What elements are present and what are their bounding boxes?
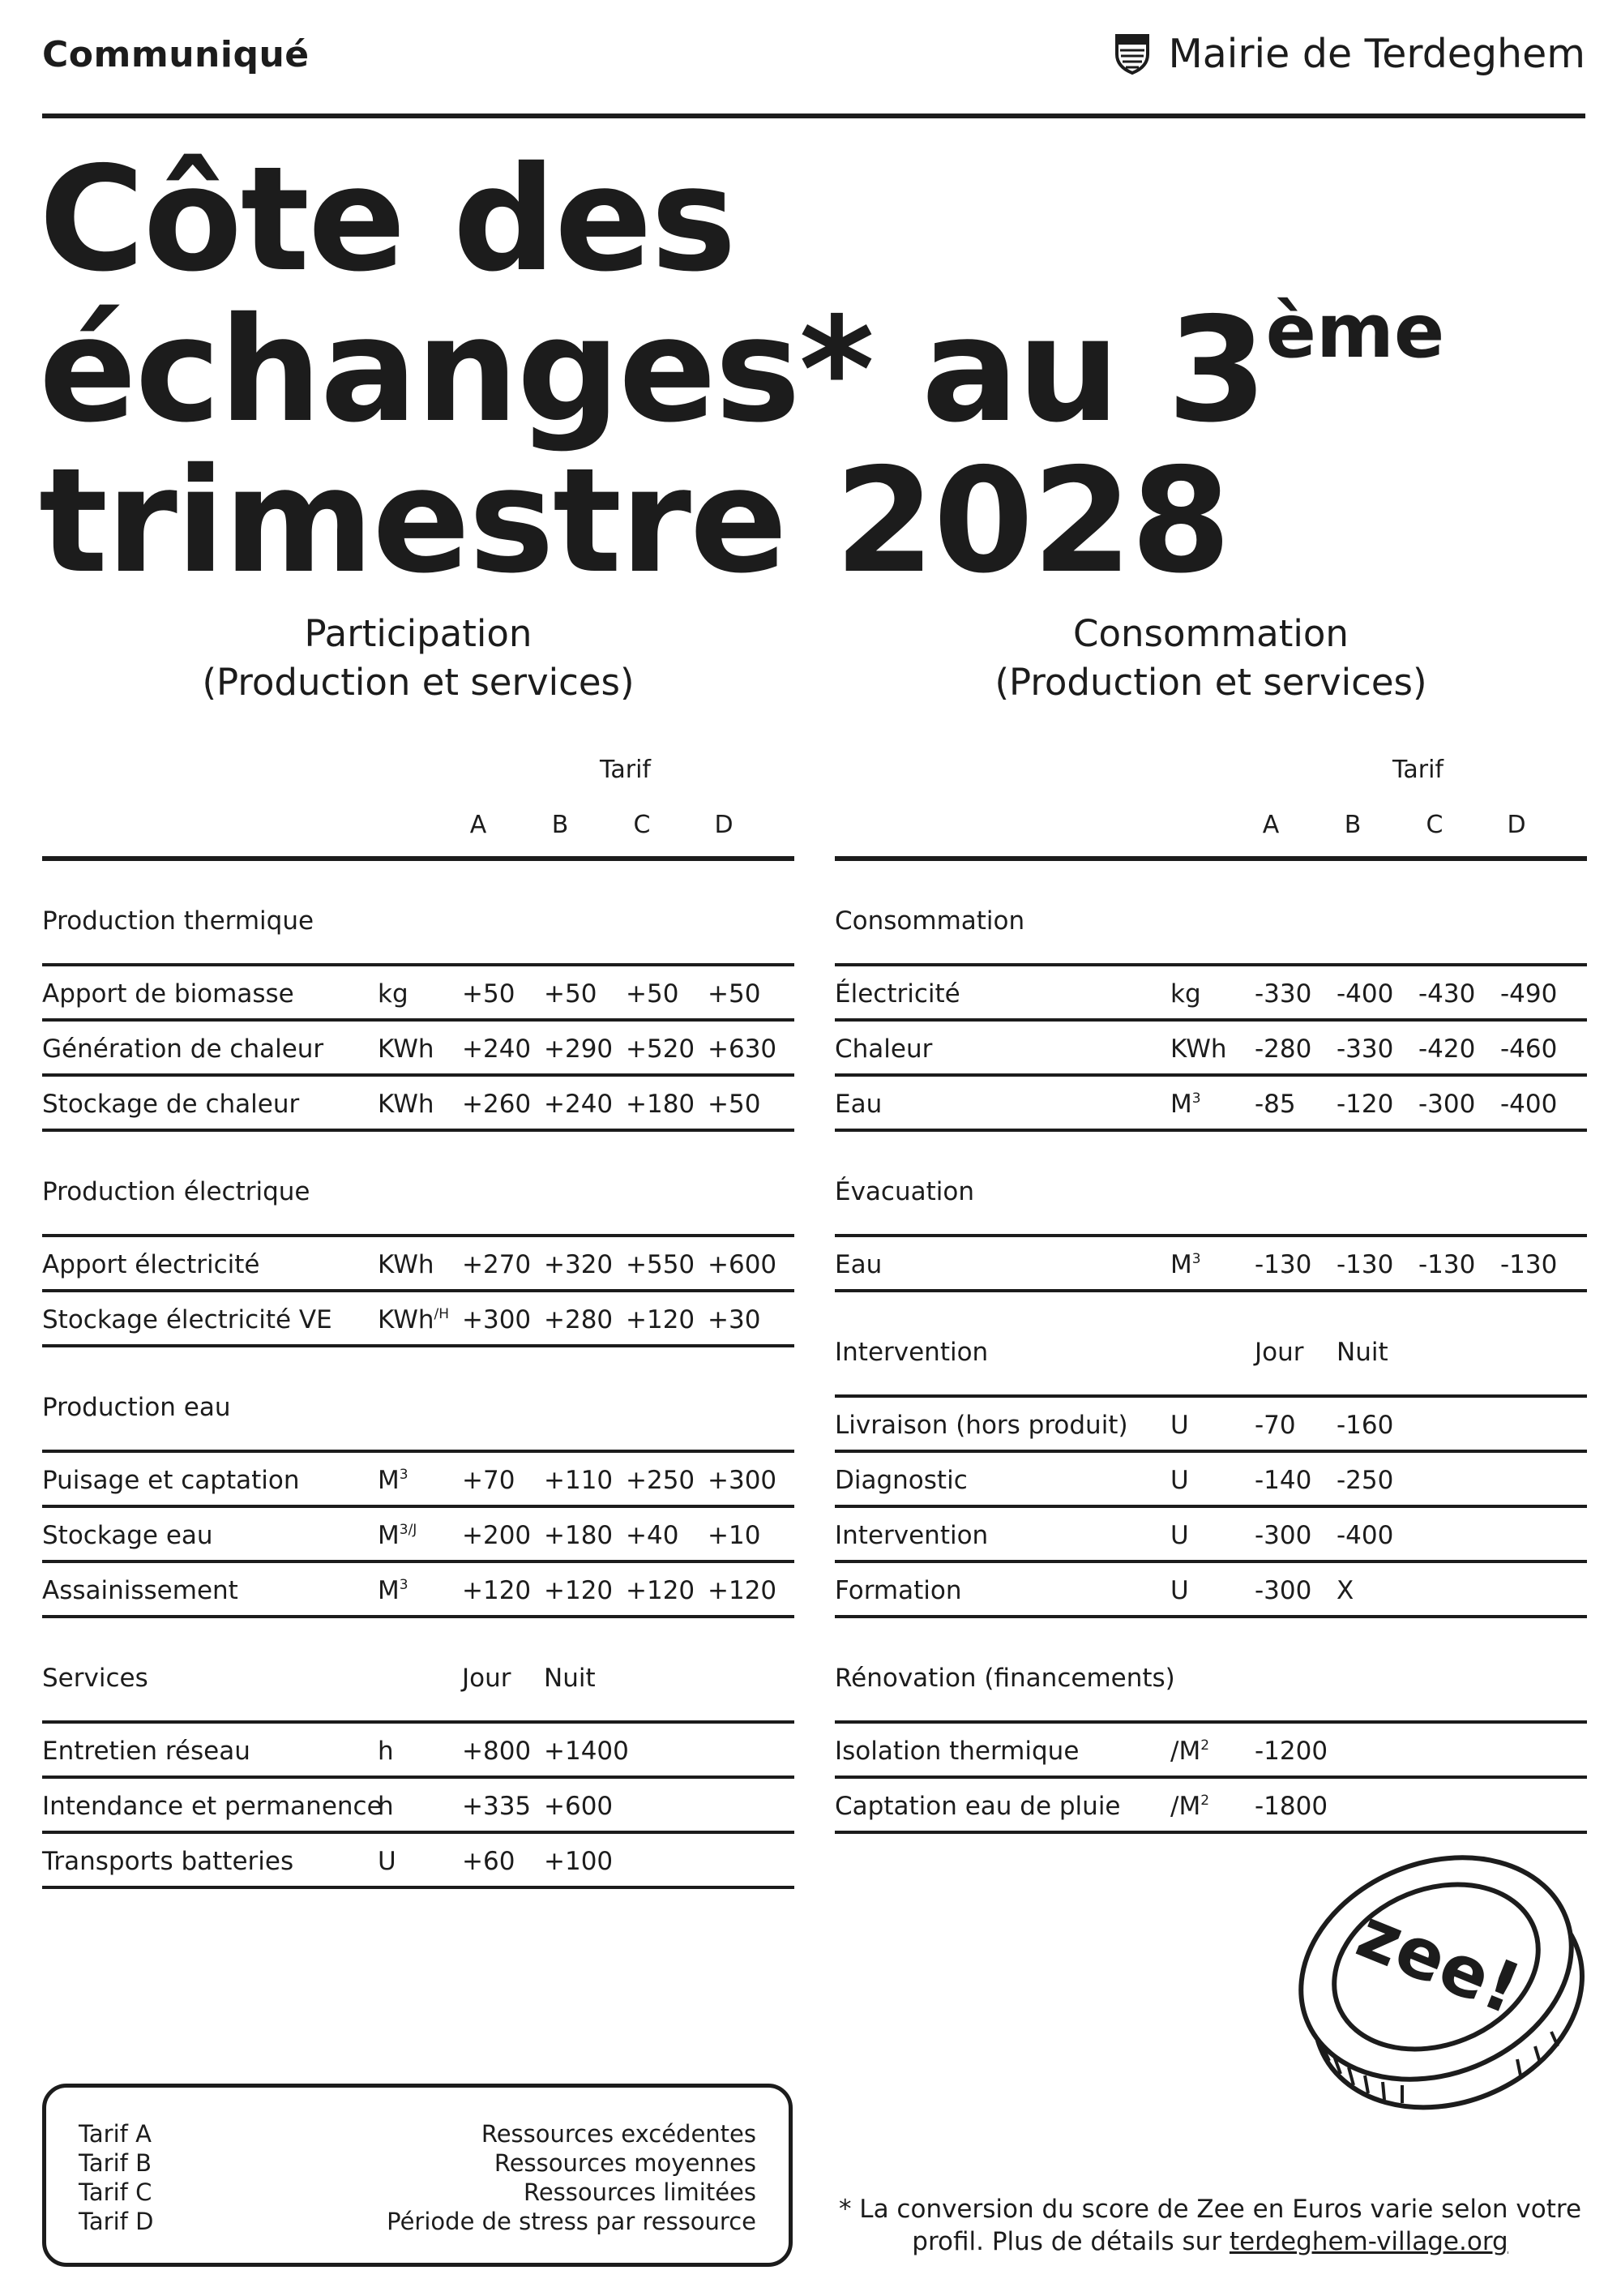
table-row — [835, 1077, 1587, 1129]
value-cell: +70 — [462, 1466, 515, 1495]
value-cell: +60 — [462, 1847, 515, 1876]
table-row — [835, 1779, 1587, 1831]
value-cell: X — [1337, 1576, 1354, 1605]
row-label: Eau — [835, 1090, 883, 1119]
row-unit — [1170, 1466, 1189, 1495]
row-label: Intervention — [835, 1521, 989, 1550]
unit-text: kg — [1170, 979, 1201, 1009]
row-unit — [378, 1250, 434, 1279]
row-unit — [1170, 1576, 1189, 1605]
legend-row — [79, 2149, 756, 2178]
row-unit — [1170, 979, 1201, 1009]
footnote-line-2 — [835, 2225, 1585, 2258]
row-unit — [1170, 1792, 1209, 1821]
row-label: Apport de biomasse — [42, 979, 294, 1009]
unit-text: M — [378, 1466, 400, 1495]
row-unit — [1170, 1737, 1209, 1766]
value-cell: -160 — [1337, 1411, 1394, 1440]
tariff-letter-c: C — [633, 811, 651, 839]
zee-coin-icon — [1282, 1831, 1598, 2123]
table-row — [42, 1563, 794, 1615]
unit-text: U — [378, 1847, 396, 1876]
value-cell: -85 — [1255, 1090, 1296, 1119]
row-unit — [378, 1090, 434, 1119]
unit-text: KWh — [378, 1305, 434, 1334]
table-row — [42, 1292, 794, 1344]
value-cell: +280 — [544, 1305, 614, 1334]
row-label: Transports batteries — [42, 1847, 294, 1876]
consommation-title-line-1: Consommation — [1073, 612, 1349, 655]
row-label: Eau — [835, 1250, 883, 1279]
value-cell: +100 — [544, 1847, 614, 1876]
tarif-header — [835, 756, 1587, 811]
row-unit — [378, 1792, 394, 1821]
row-unit — [1170, 1034, 1227, 1064]
value-cell: +50 — [708, 1090, 761, 1119]
participation-title-line-1: Participation — [304, 612, 532, 655]
table-row — [835, 1724, 1587, 1776]
value-cell: +290 — [544, 1034, 614, 1064]
section-heading-renovation-financements — [835, 1618, 1587, 1720]
value-cell: +550 — [626, 1250, 695, 1279]
table-row — [42, 966, 794, 1018]
legend-key: Tarif C — [79, 2178, 152, 2206]
value-cell: -130 — [1418, 1250, 1476, 1279]
value-cell: +260 — [462, 1090, 532, 1119]
value-cell: +800 — [462, 1737, 532, 1766]
value-cell: +200 — [462, 1521, 532, 1550]
value-cell: +30 — [708, 1305, 761, 1334]
row-label: Isolation thermique — [835, 1737, 1080, 1766]
footnote — [835, 2193, 1585, 2258]
row-unit — [378, 1521, 417, 1550]
unit-superscript: /H — [434, 1306, 450, 1322]
tariff-letter-a: A — [469, 811, 487, 839]
section-heading-evacuation — [835, 1132, 1587, 1234]
unit-text: M — [378, 1521, 400, 1550]
value-cell: +120 — [626, 1305, 695, 1334]
legend-key: Tarif A — [79, 2120, 152, 2148]
value-cell: +180 — [626, 1090, 695, 1119]
row-unit — [1170, 1521, 1189, 1550]
day-column-label: Jour — [462, 1664, 511, 1693]
value-cell: +110 — [544, 1466, 614, 1495]
unit-text: KWh — [378, 1090, 434, 1119]
unit-text: M — [1170, 1090, 1192, 1119]
coin-text: zee! — [1346, 1892, 1532, 2031]
section-heading-production-electrique — [42, 1132, 794, 1234]
row-divider — [42, 1886, 794, 1889]
website-link[interactable]: terdeghem-village.org — [1229, 2227, 1508, 2256]
row-label: Stockage électricité VE — [42, 1305, 332, 1334]
value-cell: -120 — [1337, 1090, 1394, 1119]
table-row — [42, 1022, 794, 1073]
value-cell: -140 — [1255, 1466, 1312, 1495]
value-cell: +120 — [708, 1576, 777, 1605]
row-label: Livraison (hors produit) — [835, 1411, 1128, 1440]
tariff-letter-d: D — [714, 811, 734, 839]
row-label: Apport électricité — [42, 1250, 260, 1279]
consommation-table — [835, 610, 1587, 1834]
value-cell: -280 — [1255, 1034, 1312, 1064]
legend-key: Tarif D — [79, 2208, 154, 2235]
table-row — [835, 1563, 1587, 1615]
value-cell: -130 — [1500, 1250, 1558, 1279]
unit-text: KWh — [1170, 1034, 1227, 1064]
participation-body — [42, 861, 794, 1889]
unit-superscript: 3 — [399, 1577, 408, 1593]
row-label: Captation eau de pluie — [835, 1792, 1121, 1821]
row-unit — [1170, 1250, 1201, 1279]
page-title — [39, 135, 1595, 605]
table-row — [835, 1398, 1587, 1450]
row-unit — [378, 1847, 396, 1876]
table-row — [835, 966, 1587, 1018]
table-row — [835, 1508, 1587, 1560]
value-cell: -400 — [1500, 1090, 1558, 1119]
row-label: Entretien réseau — [42, 1737, 250, 1766]
participation-title-line-2: (Production et services) — [202, 661, 635, 704]
unit-text: U — [1170, 1576, 1189, 1605]
tariff-letter-b: B — [551, 811, 569, 839]
row-unit — [378, 1034, 434, 1064]
unit-superscript: 3/J — [399, 1522, 417, 1538]
value-cell: -330 — [1255, 979, 1312, 1009]
value-cell: +50 — [708, 979, 761, 1009]
value-cell: +250 — [626, 1466, 695, 1495]
consommation-title-line-2: (Production et services) — [994, 661, 1427, 704]
value-cell: -130 — [1255, 1250, 1312, 1279]
table-row — [42, 1508, 794, 1560]
value-cell: -300 — [1255, 1521, 1312, 1550]
tariff-legend — [42, 2084, 793, 2267]
value-cell: -130 — [1337, 1250, 1394, 1279]
value-cell: +1400 — [544, 1737, 629, 1766]
value-cell: -430 — [1418, 979, 1476, 1009]
unit-text: M — [378, 1576, 400, 1605]
row-label: Stockage de chaleur — [42, 1090, 300, 1119]
unit-text: kg — [378, 979, 408, 1009]
value-cell: +270 — [462, 1250, 532, 1279]
section-title: Intervention — [835, 1338, 989, 1367]
value-cell: -460 — [1500, 1034, 1558, 1064]
header-label: Communiqué — [42, 34, 310, 75]
unit-text: M — [1170, 1250, 1192, 1279]
unit-superscript: 3 — [1191, 1090, 1201, 1107]
section-title: Services — [42, 1664, 148, 1693]
title-line-2-text: échanges* au 3 — [39, 286, 1266, 454]
shield-crest-icon — [1114, 33, 1150, 75]
title-line-3: trimestre 2028 — [39, 437, 1230, 605]
night-column-label: Nuit — [1337, 1338, 1388, 1367]
row-label: Électricité — [835, 979, 960, 1009]
value-cell: +240 — [462, 1034, 532, 1064]
row-label: Formation — [835, 1576, 962, 1605]
header-brand[interactable] — [1114, 31, 1585, 77]
tarif-label: Tarif — [600, 756, 651, 784]
row-unit — [1170, 1090, 1201, 1119]
value-cell: +40 — [626, 1521, 679, 1550]
value-cell: -250 — [1337, 1466, 1394, 1495]
tariff-letter-a: A — [1262, 811, 1280, 839]
legend-key: Tarif B — [79, 2149, 152, 2177]
value-cell: +300 — [462, 1305, 532, 1334]
value-cell: +120 — [626, 1576, 695, 1605]
title-line-1: Côte des — [39, 135, 735, 303]
tarif-label: Tarif — [1392, 756, 1444, 784]
tariff-letters — [42, 811, 794, 856]
value-cell: +120 — [462, 1576, 532, 1605]
footnote-prefix: profil. Plus de détails sur — [912, 2227, 1230, 2256]
value-cell: -70 — [1255, 1411, 1296, 1440]
value-cell: +335 — [462, 1792, 532, 1821]
header-divider — [42, 114, 1585, 118]
table-row — [42, 1237, 794, 1289]
legend-row — [79, 2208, 756, 2237]
section-title: Production eau — [42, 1393, 231, 1422]
row-label: Diagnostic — [835, 1466, 968, 1495]
row-label: Chaleur — [835, 1034, 933, 1064]
unit-superscript: 2 — [1200, 1737, 1210, 1754]
value-cell: -400 — [1337, 979, 1394, 1009]
value-cell: +10 — [708, 1521, 761, 1550]
unit-superscript: 2 — [1200, 1793, 1210, 1809]
row-label: Assainissement — [42, 1576, 238, 1605]
consommation-title — [835, 610, 1587, 710]
value-cell: -400 — [1337, 1521, 1394, 1550]
section-title: Rénovation (financements) — [835, 1664, 1175, 1693]
unit-text: U — [1170, 1411, 1189, 1440]
table-row — [835, 1237, 1587, 1289]
row-unit — [378, 1305, 449, 1334]
header — [42, 31, 1585, 118]
table-row — [835, 1022, 1587, 1073]
title-line-2 — [39, 286, 1595, 454]
value-cell: +600 — [708, 1250, 777, 1279]
section-heading-production-eau — [42, 1347, 794, 1450]
row-unit — [1170, 1411, 1189, 1440]
value-cell: -300 — [1255, 1576, 1312, 1605]
section-heading-production-thermique — [42, 861, 794, 963]
unit-text: U — [1170, 1521, 1189, 1550]
section-heading-services — [42, 1618, 794, 1720]
legend-row — [79, 2120, 756, 2149]
row-label: Stockage eau — [42, 1521, 213, 1550]
footnote-line-1: * La conversion du score de Zee en Euros varie selon votre — [838, 2195, 1582, 2224]
unit-superscript: 3 — [399, 1467, 408, 1483]
value-cell: +50 — [462, 979, 515, 1009]
tariff-letter-c: C — [1426, 811, 1444, 839]
title-superscript: ème — [1265, 288, 1445, 375]
unit-text: U — [1170, 1466, 1189, 1495]
tariff-letters — [835, 811, 1587, 856]
table-row — [42, 1453, 794, 1505]
brand-name: Mairie de Terdeghem — [1168, 31, 1585, 77]
participation-title — [42, 610, 794, 710]
legend-value: Ressources limitées — [523, 2178, 756, 2206]
value-cell: +520 — [626, 1034, 695, 1064]
value-cell: +50 — [544, 979, 597, 1009]
value-cell: -330 — [1337, 1034, 1394, 1064]
legend-value: Ressources moyennes — [494, 2149, 756, 2177]
value-cell: +240 — [544, 1090, 614, 1119]
unit-text: KWh — [378, 1250, 434, 1279]
unit-text: KWh — [378, 1034, 434, 1064]
row-label: Génération de chaleur — [42, 1034, 324, 1064]
unit-text: /M — [1170, 1792, 1201, 1821]
value-cell: +600 — [544, 1792, 614, 1821]
row-unit — [378, 1466, 408, 1495]
section-title: Évacuation — [835, 1177, 974, 1206]
row-unit — [378, 1576, 408, 1605]
consommation-body — [835, 861, 1587, 1834]
unit-text: h — [378, 1737, 394, 1766]
participation-table — [42, 610, 794, 1889]
value-cell: +630 — [708, 1034, 777, 1064]
table-row — [42, 1077, 794, 1129]
tarif-header — [42, 756, 794, 811]
table-row — [835, 1453, 1587, 1505]
legend-row — [79, 2178, 756, 2208]
value-cell: -420 — [1418, 1034, 1476, 1064]
day-column-label: Jour — [1255, 1338, 1304, 1367]
value-cell: +120 — [544, 1576, 614, 1605]
value-cell: +300 — [708, 1466, 777, 1495]
section-title: Production thermique — [42, 906, 314, 936]
table-row — [42, 1834, 794, 1886]
row-unit — [378, 1737, 394, 1766]
value-cell: -1200 — [1255, 1737, 1328, 1766]
section-title: Production électrique — [42, 1177, 310, 1206]
legend-value: Ressources excédentes — [481, 2120, 756, 2148]
section-heading-intervention — [835, 1292, 1587, 1394]
tariff-letter-b: B — [1344, 811, 1362, 839]
row-label: Intendance et permanence — [42, 1792, 383, 1821]
value-cell: +320 — [544, 1250, 614, 1279]
unit-text: h — [378, 1792, 394, 1821]
table-row — [42, 1779, 794, 1831]
unit-text: /M — [1170, 1737, 1201, 1766]
value-cell: -1800 — [1255, 1792, 1328, 1821]
table-row — [42, 1724, 794, 1776]
night-column-label: Nuit — [544, 1664, 596, 1693]
row-label: Puisage et captation — [42, 1466, 300, 1495]
value-cell: -300 — [1418, 1090, 1476, 1119]
value-cell: +50 — [626, 979, 679, 1009]
value-cell: +180 — [544, 1521, 614, 1550]
legend-value: Période de stress par ressource — [387, 2208, 756, 2235]
tariff-letter-d: D — [1507, 811, 1526, 839]
value-cell: -490 — [1500, 979, 1558, 1009]
section-heading-consommation — [835, 861, 1587, 963]
unit-superscript: 3 — [1191, 1251, 1201, 1267]
section-title: Consommation — [835, 906, 1025, 936]
row-unit — [378, 979, 408, 1009]
